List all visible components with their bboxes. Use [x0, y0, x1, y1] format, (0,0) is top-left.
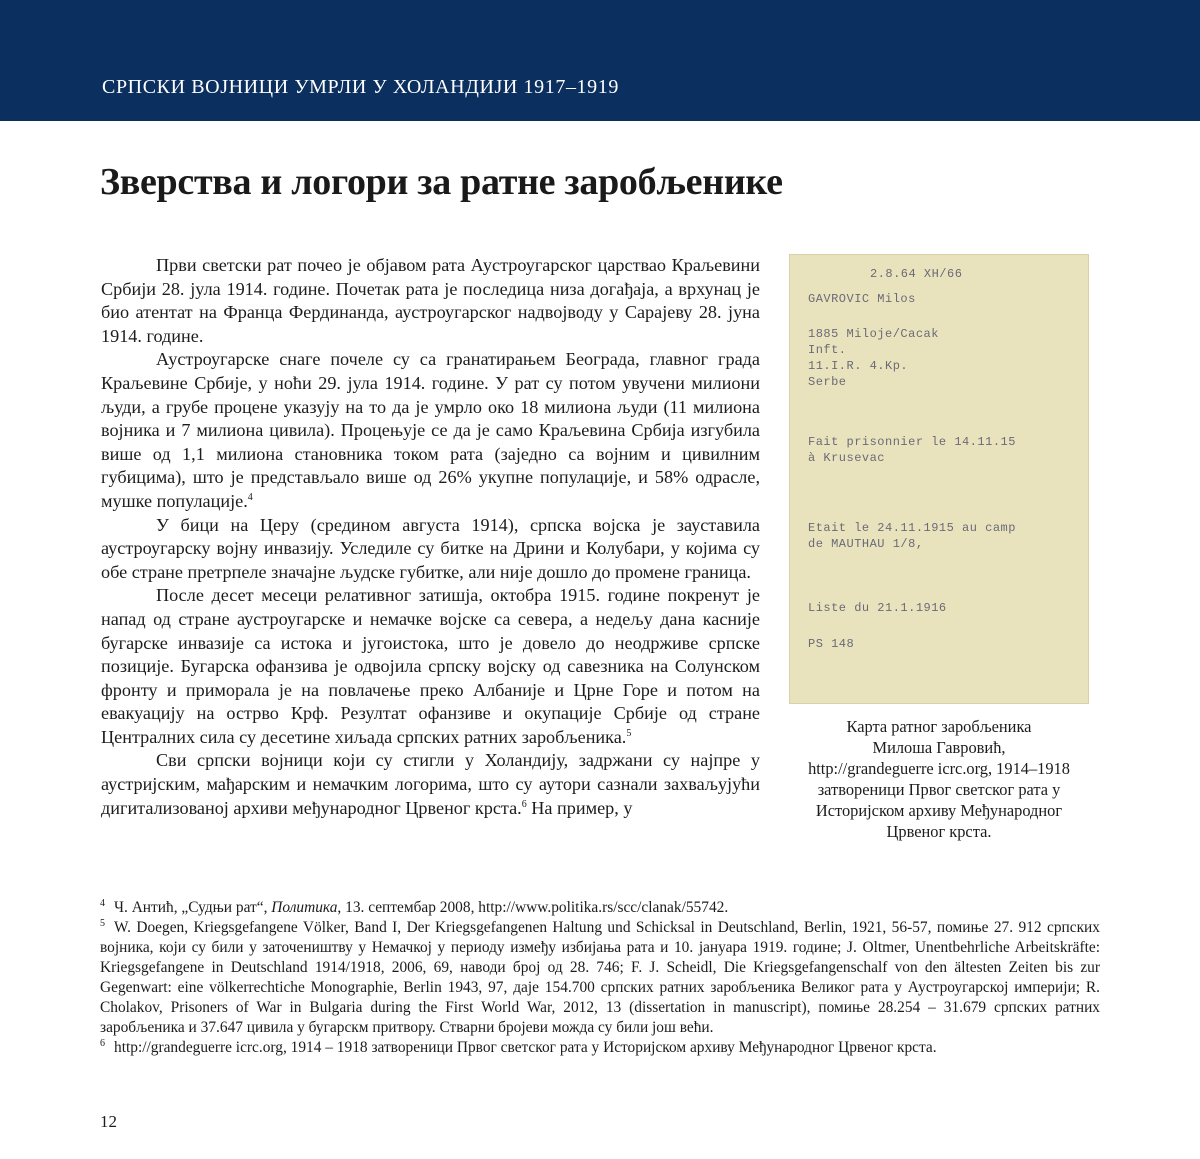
- card-text-line: Inft.: [808, 343, 847, 357]
- prisoner-card-photo: [789, 254, 1089, 704]
- footnote: $^6$ http://grandeguerre icrc.org, 1914 – 1918 затвореници Првог светског рата у Историјском архиву Међународног Црвеног крста.: [100, 1037, 937, 1056]
- card-text-line: Liste du 21.1.1916: [808, 601, 947, 615]
- card-text-line: GAVROVIC Milos: [808, 292, 916, 306]
- card-text-line: 11.I.R. 4.Kp.: [808, 359, 909, 373]
- caption-line: Историјском архиву Међународног: [815, 801, 1063, 820]
- card-text-line: Serbe: [808, 375, 847, 389]
- paragraph: После десет месеци релативног затишја, октобра 1915. године покренут је напад од стране аустроугарске и немачке војске са севера, а недељу дана касније бугарске инвазије са истока и југоистока, што је довело до неодрживе српске позиције. Бугарска офанзива је одвојила српску војску од савезника на Солунском фронту и приморала је на повлачење преко Албаније и Црне Горе и потом на евакуацију на острво Крф. Резултат офанзиве и окупације Србије од стране Централних сила су десетине хиљада српских ратних заробљеника.$^5$: [101, 585, 760, 747]
- paragraph: У бици на Церу (средином августа 1914), српска војска је зауставила аустроугарску војну инвазију. Уследиле су битке на Дрини и Колубари, у којима су обе стране претрпеле значајне људске губитке, али није дошло до промене граница.: [101, 514, 760, 582]
- body-text: [101, 254, 760, 820]
- footnote: $^4$ Ч. Антић, „Судњи рат“, Политика, 13. септембар 2008, http://www.politika.rs/scc/clanak/55742.: [100, 897, 729, 916]
- caption-line: Карта ратног заробљеника: [846, 717, 1032, 736]
- footnotes: [100, 898, 1100, 1058]
- footnote-ref: 4: [247, 491, 253, 503]
- caption-line: http://grandeguerre icrc.org, 1914–1918: [808, 759, 1070, 778]
- footnote-ref: 6: [521, 798, 527, 810]
- paragraph: Сви српски војници који су стигли у Холандију, задржани су најпре у аустријским, мађарским и немачким логорима, што су аутори сазнали захваљујући дигитализованој архиви међународног Црвеног крста.$^6$ На пример, у: [101, 750, 760, 818]
- footnote: $^5$ W. Doegen, Kriegsgefangene Völker, Band I, Der Kriegsgefangenen Haltung und Schicksal in Deutschland, Berlin, 1921, 56-57, помиње 27. 912 српских војника, који су били у заточеништву у Немачкој у периоду између избијања рата и 10. јануара 1919. године; J. Oltmer, Unentbehrliche Arbeitskräfte: Kriegsgefangene in Deutschland 1914/1918, 2006, 69, наводи број од 28. 746; F. J. Scheidl, Die Kriegsgefangenschalf von den ältesten Zeiten bis zur Gegenwart: eine völkerrechtiche Monographie, Berlin 1943, 97, даје 154.700 српских ратних заробљеника Великог рата у Аустроугарској империји; R. Cholakov, Prisoners of War in Bulgaria during the First World War, 2012, 13 (dissertation in manuscript), помиње 28.254 – 31.679 српских ратних заробљеника и 37.647 цивила у бугарскм притвору. Стварни бројеви можда су били још већи.: [100, 917, 1100, 1036]
- caption-line: Црвеног крста.: [886, 822, 992, 841]
- chapter-title: Зверства и логори за ратне заробљенике: [100, 161, 783, 203]
- card-text-line: 1885 Miloje/Cacak: [808, 327, 939, 341]
- card-text-line: Etait le 24.11.1915 au camp: [808, 521, 1016, 535]
- header-bar: [0, 0, 1200, 121]
- caption-line: Милоша Гавровић,: [872, 738, 1006, 757]
- running-header-title: СРПСКИ ВОЈНИЦИ УМРЛИ У ХОЛАНДИЈИ 1917–1919: [102, 76, 619, 98]
- card-text-line: Fait prisonnier le 14.11.15: [808, 435, 1016, 449]
- paragraph: Аустроугарске снаге почеле су са гранатирањем Београда, главног града Краљевине Србије, у ноћи 29. јула 1914. године. У рат су потом увучени милиони људи, а грубе процене указују на то да је умрло око 18 милиона људи (11 милиона војника и 7 милиона цивила). Процењује се да је само Краљевина Србија изгубила више од 1,1 милиона становника током рата (заједно са војним и цивилним губицима), што је представљало више од 26% укупне популације, и 58% одрасле, мушке популације.$^4$: [101, 349, 760, 511]
- caption-line: затвореници Првог светског рата у: [817, 780, 1061, 799]
- card-text-line: 2.8.64 XH/66: [870, 267, 963, 281]
- card-text-line: de MAUTHAU 1/8,: [808, 537, 924, 551]
- card-text-line: PS 148: [808, 637, 855, 651]
- footnote-ref: 5: [626, 727, 632, 739]
- footnote-number: 5: [100, 917, 105, 929]
- page-number: 12: [100, 1112, 117, 1131]
- paragraph: Први светски рат почео је објавом рата Аустроугарског царстваo Краљевини Србији 28. јула 1914. године. Почетак рата је последица низа догађаја, а врхунац је био атентат на Франца Фердинанда, аустроугарског надвојводу у Сарајеву 28. јуна 1914. године.: [101, 255, 760, 346]
- footnote-number: 6: [100, 1037, 105, 1049]
- card-text-line: à Krusevac: [808, 451, 886, 465]
- footnote-number: 4: [100, 897, 105, 909]
- figure-caption: [789, 716, 1089, 842]
